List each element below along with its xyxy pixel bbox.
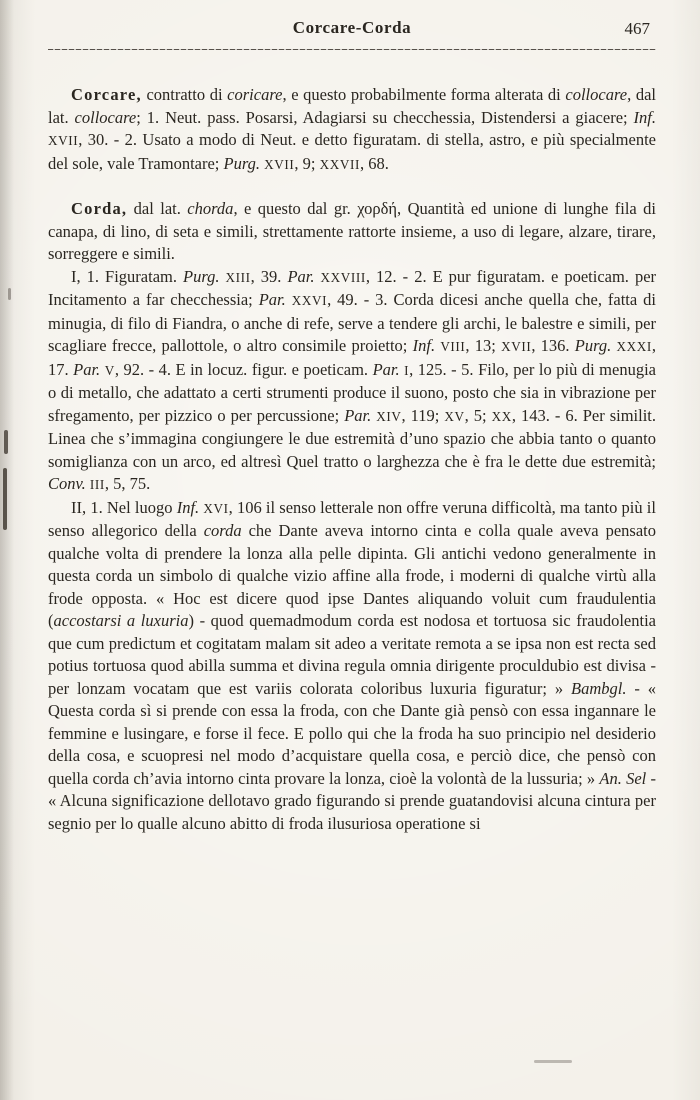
- corda-section-one: I, 1. Figuratam. Purg. XIII, 39. Par. XXVIII, 12. - 2. E pur figuratam. e poeticam. per Incitamento a far checchessia; Par. XXVI, 49. - 3. Corda dicesi anche quella che, fatta di minugia, di filo di Fiandra, o anche di refe, serve a tendere gli archi, le balestre e simili, per scagliare frecce, pallottole, o altro consimile proietto; Inf. VIII, 13; XVII, 136. Purg. XXXI, 17. Par. V, 92. - 4. E in locuz. figur. e poeticam. Par. I, 125. - 5. Filo, per lo più di menugia o di metallo, che adattato a certi strumenti produce il suono, posto che sia in vibrazione per sfregamento, per pizzico o per percussione; Par. XIV, 119; XV, 5; XX, 143. - 6. Per similit. Linea che s’immagina congiungere le due estremità d’uno spazio che abbia tanto o quanto somiglianza con un arco, ed altresì Quel tratto o larghezza che è fra le dette due estremità; Conv. III, 5, 75.: [48, 266, 657, 493]
- header-rule: [48, 49, 656, 50]
- page-edge-shadow: [0, 0, 14, 1100]
- dictionary-text: [48, 84, 656, 835]
- scan-mark: [534, 1060, 572, 1063]
- scan-mark: [8, 288, 11, 300]
- entry-corda: Corda, dal lat. chorda, e questo dal gr. χορδή, Quantità ed unione di lunghe fila di canapa, di lino, di seta e simili, strettamente rattorte insieme, a uso di legare, alzare, tirare, sorreggere e simili.: [48, 199, 656, 263]
- entry-corcare: Corcare, contratto di coricare, e questo probabilmente forma alterata di collocare, dal lat. collocare; 1. Neut. pass. Posarsi, Adagiarsi su checchessia, Distendersi a giacere; Inf. XVII, 30. - 2. Usato a modo di Neut. e detto figuratam. di stella, astro, e più specialmente del sole, vale Tramontare; Purg. XVII, 9; XXVII, 68.: [48, 85, 656, 173]
- page-number: 467: [624, 19, 650, 38]
- scan-mark: [4, 430, 8, 454]
- scan-mark: [3, 468, 7, 530]
- page-header: [48, 18, 656, 42]
- corda-section-two: II, 1. Nel luogo Inf. XVI, 106 il senso letterale non offre veruna difficoltà, ma tanto più il senso allegorico della corda che Dante aveva intorno cinta e colla quale aveva pensato qualche volta di prendere la lonza alla pelle dipinta. Gli antichi vedono generalmente in questa corda un simbolo di qualche vizio affine alla frode, i moderni di qualche virtù alla frode opposta. « Hoc est dicere quod ipse Dantes aliquando voluit cum fraudulentia (accostarsi a luxuria) - quod quemadmodum corda est nodosa et tortuosa sic fraudolentia que cum predictum et cogitatam malam sit adeo a veritate remota a se ipsa non est recta sed potius tortuosa quod abilla summa et divina regula omnia dirigente proculdubio est divisa - per lonzam vocatam que est variis colorata coloribus luxuria figuratur; » Bambgl. - « Questa corda sì si prende con essa la froda, con che Dante già pensò con essa ingannare le femmine e lusingare, e forse il fece. E pollo qui che la froda ha suo principio nel desiderio della cosa, e scuopresi nel modo d’acquistare quella cosa, e perciò dice, che pensò con quella corda ch’avia intorno cinta provare la lonza, cioè la volontà de la lussuria; » An. Sel - « Alcuna significazione dellotavo grado figurando si prende guatandovisi alcuna cintura per segnio per lo qualle alcuno abitto di froda ilusuriosa operatione si: [48, 497, 656, 833]
- running-title: Corcare-Corda: [292, 18, 412, 37]
